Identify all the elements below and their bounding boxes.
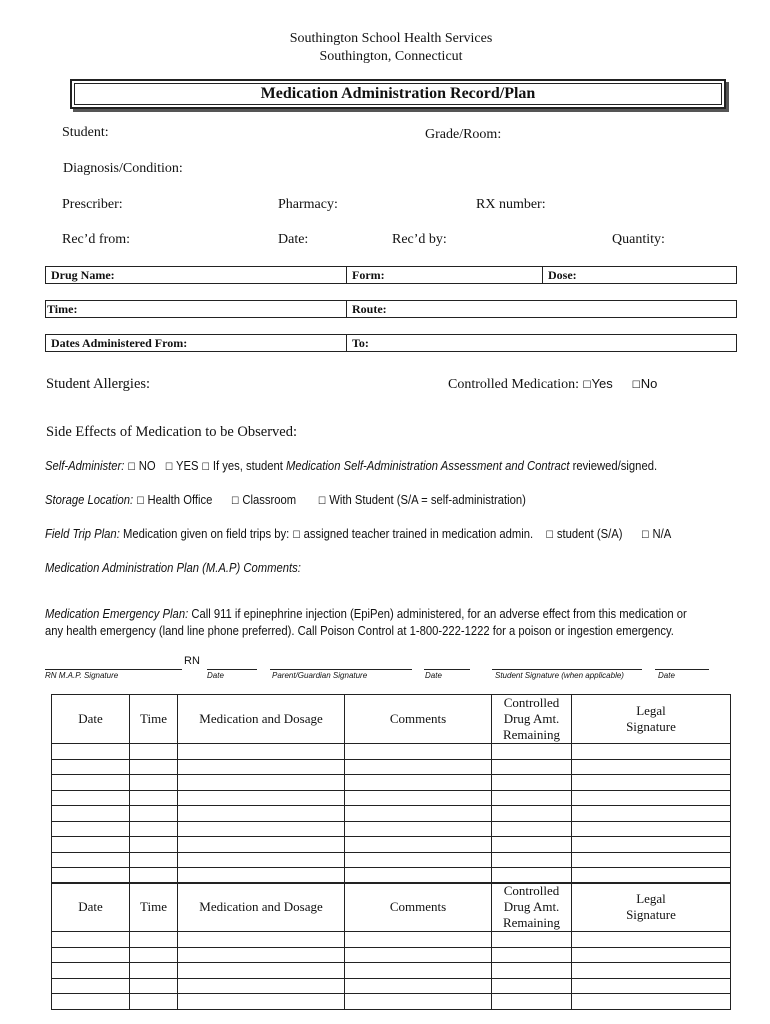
self-admin-yes-checkbox[interactable]: ☐ <box>165 462 174 473</box>
self-administer-label: Self-Administer: <box>45 459 125 473</box>
log-cell[interactable] <box>130 932 178 948</box>
header-comments: Comments <box>345 695 492 744</box>
emergency-line-1 <box>45 607 687 621</box>
header-controlled-line: Drug Amt. <box>503 899 560 914</box>
org-location: Southington, Connecticut <box>319 49 463 64</box>
controlled-med <box>448 376 657 393</box>
header-signature-line: Signature <box>626 719 676 734</box>
side-effects-label: Side Effects of Medication to be Observed: <box>46 424 297 440</box>
storage-classroom-checkbox[interactable]: ☐ <box>231 496 240 507</box>
log-cell[interactable] <box>572 947 731 963</box>
field-trip-student-label: student (S/A) <box>556 527 623 541</box>
recd-by-label: Rec’d by: <box>392 232 447 247</box>
log-body-1 <box>52 744 731 884</box>
title-box <box>70 79 726 109</box>
log-cell[interactable] <box>572 963 731 979</box>
log-cell[interactable] <box>345 744 492 760</box>
log-cell[interactable] <box>178 790 345 806</box>
dose-label: Dose: <box>542 267 736 283</box>
grade-room-label: Grade/Room: <box>425 127 502 142</box>
field-trip-line <box>45 527 671 541</box>
log-cell[interactable] <box>492 744 572 760</box>
log-cell[interactable] <box>130 868 178 884</box>
storage-with-student-label: With Student (S/A = self-administration) <box>329 493 526 507</box>
header-controlled-line: Remaining <box>502 915 561 930</box>
dates-to-label: To: <box>346 335 736 351</box>
header-controlled-line: Drug Amt. <box>503 711 560 726</box>
log-cell[interactable] <box>572 994 731 1010</box>
log-row <box>52 852 731 868</box>
log-cell[interactable] <box>130 978 178 994</box>
header-controlled <box>492 883 572 932</box>
log-header-row <box>52 883 731 932</box>
log-cell[interactable] <box>345 790 492 806</box>
log-cell[interactable] <box>345 947 492 963</box>
log-cell[interactable] <box>52 947 130 963</box>
self-admin-no-checkbox[interactable]: ☐ <box>127 462 136 473</box>
if-yes-text: If yes, student <box>212 459 283 473</box>
log-cell[interactable] <box>345 868 492 884</box>
rn-signature-caption: RN M.A.P. Signature <box>45 671 119 680</box>
administration-log-table-1 <box>51 694 731 884</box>
controlled-yes-checkbox[interactable]: ☐ <box>582 380 592 391</box>
log-cell[interactable] <box>52 744 130 760</box>
storage-with-student-checkbox[interactable]: ☐ <box>317 496 327 507</box>
log-cell[interactable] <box>130 837 178 853</box>
log-cell[interactable] <box>178 806 345 822</box>
map-comments-label: Medication Administration Plan (M.A.P) Comments: <box>45 561 301 575</box>
student-signature-caption: Student Signature (when applicable) <box>495 671 624 680</box>
header-controlled-line: Remaining <box>502 727 561 742</box>
if-yes-checkbox[interactable]: ☐ <box>201 462 210 473</box>
header-controlled-line: Controlled <box>503 883 560 898</box>
log-cell[interactable] <box>492 932 572 948</box>
log-row <box>52 806 731 822</box>
log-row <box>52 821 731 837</box>
log-cell[interactable] <box>572 821 731 837</box>
header-date: Date <box>52 883 130 932</box>
log-cell[interactable] <box>345 932 492 948</box>
parent-date-caption: Date <box>425 671 442 680</box>
log-cell[interactable] <box>130 806 178 822</box>
log-cell[interactable] <box>492 868 572 884</box>
log-cell[interactable] <box>52 806 130 822</box>
storage-line <box>45 493 526 507</box>
log-cell[interactable] <box>52 759 130 775</box>
quantity-label: Quantity: <box>612 232 665 247</box>
rn-date-line[interactable] <box>207 669 257 670</box>
diagnosis-label: Diagnosis/Condition: <box>63 161 183 176</box>
log-cell[interactable] <box>130 759 178 775</box>
log-cell[interactable] <box>345 852 492 868</box>
log-cell[interactable] <box>130 821 178 837</box>
log-cell[interactable] <box>492 775 572 791</box>
parent-signature-line[interactable] <box>270 669 412 670</box>
student-signature-line[interactable] <box>492 669 642 670</box>
header-signature-line: Legal <box>636 703 666 718</box>
log-cell[interactable] <box>572 852 731 868</box>
drug-row <box>45 266 737 284</box>
log-cell[interactable] <box>178 821 345 837</box>
log-cell[interactable] <box>572 775 731 791</box>
log-header-row <box>52 695 731 744</box>
log-cell[interactable] <box>178 775 345 791</box>
storage-health-office-label: Health Office <box>147 493 213 507</box>
time-row <box>45 300 737 318</box>
log-cell[interactable] <box>572 978 731 994</box>
controlled-yes-label: Yes <box>591 376 613 391</box>
field-trip-teacher-checkbox[interactable]: ☐ <box>292 530 301 541</box>
field-trip-na-label: N/A <box>652 527 672 541</box>
log-cell[interactable] <box>492 994 572 1010</box>
administration-log-table-2 <box>51 882 731 1010</box>
log-cell[interactable] <box>572 806 731 822</box>
log-cell[interactable] <box>492 790 572 806</box>
self-admin-no-label: NO <box>138 459 156 473</box>
log-cell[interactable] <box>52 837 130 853</box>
header-signature <box>572 883 731 932</box>
log-cell[interactable] <box>52 868 130 884</box>
log-cell[interactable] <box>345 994 492 1010</box>
route-label: Route: <box>346 301 736 317</box>
header-medication: Medication and Dosage <box>178 695 345 744</box>
log-cell[interactable] <box>492 947 572 963</box>
log-cell[interactable] <box>572 868 731 884</box>
log-row <box>52 775 731 791</box>
form-title: Medication Administration Record/Plan <box>74 83 722 105</box>
log-cell[interactable] <box>345 837 492 853</box>
student-label: Student: <box>62 125 109 140</box>
log-cell[interactable] <box>178 852 345 868</box>
rx-number-label: RX number: <box>476 197 546 212</box>
log-cell[interactable] <box>178 744 345 760</box>
log-row <box>52 963 731 979</box>
log-row <box>52 759 731 775</box>
log-cell[interactable] <box>178 978 345 994</box>
header-signature <box>572 695 731 744</box>
log-cell[interactable] <box>492 852 572 868</box>
log-cell[interactable] <box>52 852 130 868</box>
header-signature-line: Legal <box>636 891 666 906</box>
log-cell[interactable] <box>345 821 492 837</box>
log-cell[interactable] <box>492 978 572 994</box>
drug-name-label: Drug Name: <box>51 268 115 282</box>
field-trip-na-checkbox[interactable]: ☐ <box>641 530 650 541</box>
log-cell[interactable] <box>178 963 345 979</box>
rn-signature-line[interactable] <box>45 669 182 670</box>
log-row <box>52 994 731 1010</box>
dates-from-label: Dates Administered From: <box>51 336 188 350</box>
log-row <box>52 947 731 963</box>
dates-row <box>45 334 737 352</box>
storage-health-office-checkbox[interactable]: ☐ <box>136 496 145 507</box>
controlled-no-checkbox[interactable]: ☐ <box>631 380 641 391</box>
field-trip-label: Field Trip Plan: <box>45 527 120 541</box>
log-cell[interactable] <box>492 759 572 775</box>
log-row <box>52 744 731 760</box>
log-cell[interactable] <box>52 775 130 791</box>
log-cell[interactable] <box>52 790 130 806</box>
log-cell[interactable] <box>130 744 178 760</box>
log-cell[interactable] <box>52 963 130 979</box>
time-label: Time: <box>47 302 78 316</box>
field-trip-student-checkbox[interactable]: ☐ <box>545 530 554 541</box>
log-cell[interactable] <box>345 759 492 775</box>
log-cell[interactable] <box>492 963 572 979</box>
controlled-label: Controlled Medication: <box>448 377 580 392</box>
log-row <box>52 978 731 994</box>
header-time: Time <box>130 695 178 744</box>
log-cell[interactable] <box>345 978 492 994</box>
log-cell[interactable] <box>52 994 130 1010</box>
log-cell[interactable] <box>178 947 345 963</box>
header-medication: Medication and Dosage <box>178 883 345 932</box>
storage-classroom-label: Classroom <box>242 493 297 507</box>
log-cell[interactable] <box>345 806 492 822</box>
field-trip-text: Medication given on field trips by: <box>122 527 290 541</box>
header-signature-line: Signature <box>626 907 676 922</box>
log-cell[interactable] <box>178 759 345 775</box>
log-cell[interactable] <box>130 852 178 868</box>
log-cell[interactable] <box>492 821 572 837</box>
emergency-text-1: Call 911 if epinephrine injection (EpiPen) administered, for an adverse effect from this medication or <box>191 607 687 621</box>
log-cell[interactable] <box>130 963 178 979</box>
log-cell[interactable] <box>52 932 130 948</box>
log-row <box>52 932 731 948</box>
allergies-label: Student Allergies: <box>46 376 151 392</box>
parent-date-line[interactable] <box>424 669 470 670</box>
log-cell[interactable] <box>345 775 492 791</box>
log-row <box>52 790 731 806</box>
log-cell[interactable] <box>572 790 731 806</box>
log-cell[interactable] <box>130 775 178 791</box>
controlled-no-label: No <box>640 376 658 391</box>
org-name: Southington School Health Services <box>289 31 493 46</box>
form-label: Form: <box>346 267 542 283</box>
self-administer-line <box>45 459 657 473</box>
header-controlled <box>492 695 572 744</box>
field-trip-teacher-label: assigned teacher trained in medication admin. <box>303 527 534 541</box>
log-cell[interactable] <box>572 744 731 760</box>
rn-date-caption: Date <box>207 671 224 680</box>
log-cell[interactable] <box>572 837 731 853</box>
log-cell[interactable] <box>130 994 178 1010</box>
log-cell[interactable] <box>572 932 731 948</box>
student-date-line[interactable] <box>655 669 709 670</box>
recd-from-label: Rec’d from: <box>62 232 131 247</box>
reviewed-text: reviewed/signed. <box>572 459 658 473</box>
log-cell[interactable] <box>572 759 731 775</box>
log-cell[interactable] <box>178 932 345 948</box>
header-time: Time <box>130 883 178 932</box>
log-row <box>52 837 731 853</box>
log-cell[interactable] <box>178 837 345 853</box>
log-cell[interactable] <box>178 994 345 1010</box>
parent-signature-caption: Parent/Guardian Signature <box>272 671 368 680</box>
log-cell[interactable] <box>492 837 572 853</box>
header-date: Date <box>52 695 130 744</box>
self-admin-yes-label: YES <box>176 459 199 473</box>
rn-suffix: RN <box>184 655 200 667</box>
emergency-text-2: any health emergency (land line phone preferred). Call Poison Control at 1-800-222-1222 for a poison or ingestion emergency. <box>45 624 674 638</box>
contract-doc-name: Medication Self-Administration Assessment and Contract <box>286 459 570 473</box>
student-date-caption: Date <box>658 671 675 680</box>
log-body-2 <box>52 932 731 1010</box>
log-cell[interactable] <box>492 806 572 822</box>
header-comments: Comments <box>345 883 492 932</box>
header-controlled-line: Controlled <box>503 695 560 710</box>
storage-label: Storage Location: <box>45 493 134 507</box>
log-cell[interactable] <box>345 963 492 979</box>
log-cell[interactable] <box>52 821 130 837</box>
log-row <box>52 868 731 884</box>
log-cell[interactable] <box>130 947 178 963</box>
log-cell[interactable] <box>130 790 178 806</box>
pharmacy-label: Pharmacy: <box>278 197 338 212</box>
log-cell[interactable] <box>52 978 130 994</box>
date-label: Date: <box>278 232 309 247</box>
emergency-label: Medication Emergency Plan: <box>45 607 189 621</box>
prescriber-label: Prescriber: <box>62 197 123 212</box>
log-cell[interactable] <box>178 868 345 884</box>
